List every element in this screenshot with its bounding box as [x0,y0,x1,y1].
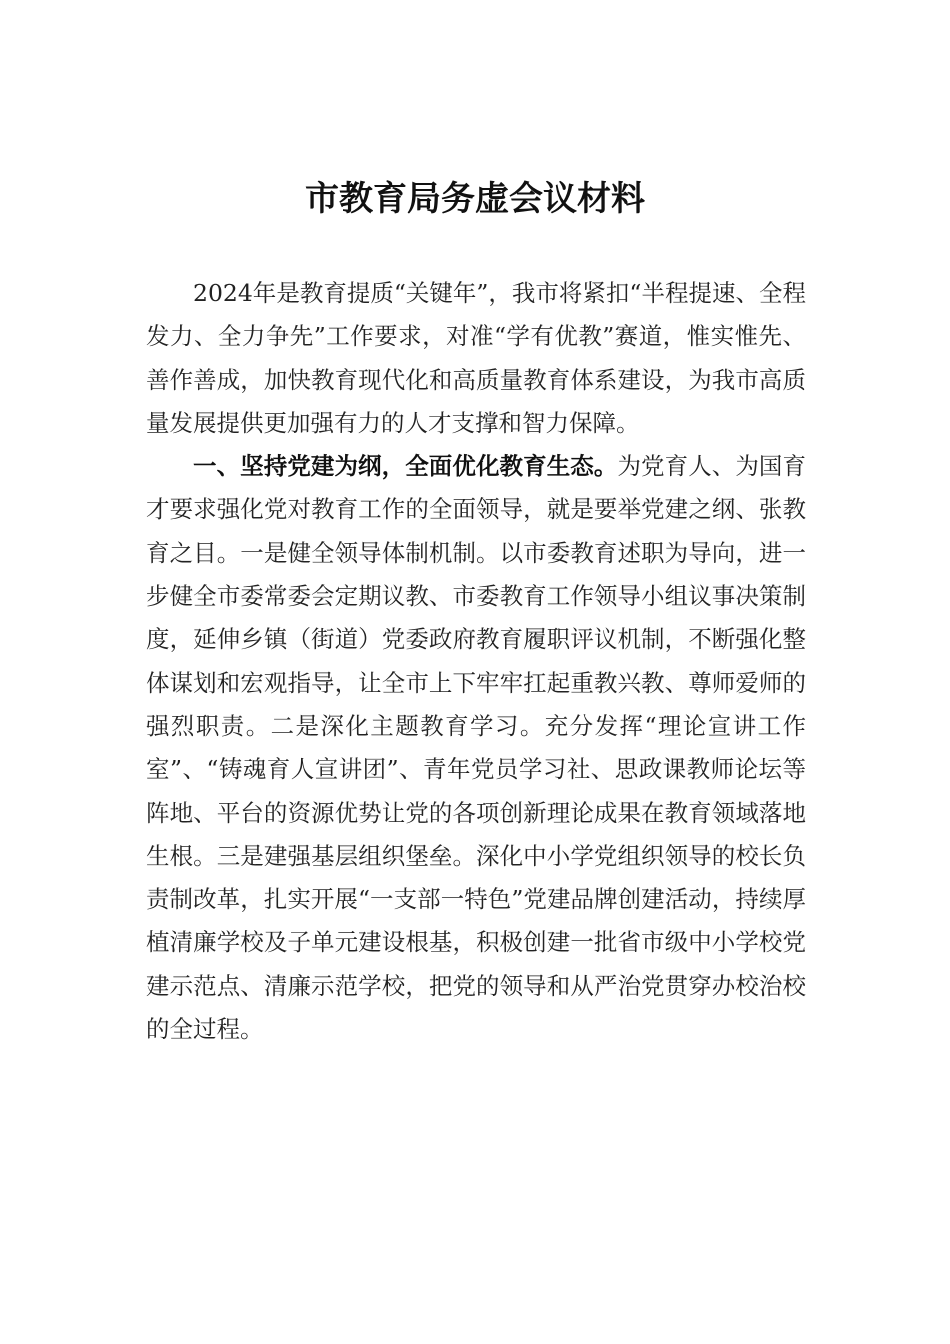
section-one-heading: 一、坚持党建为纲，全面优化教育生态。 [193,452,618,481]
paragraph-intro [146,272,806,445]
document-body [146,272,806,1051]
paragraph-section-one [146,445,806,1051]
document-title: 市教育局务虚会议材料 [305,179,645,219]
section-one-text: 为党育人、为国育才要求强化党对教育工作的全面领导，就是要举党建之纲、张教育之目。一是健全领导体制机制。以市委教育述职为导向，进一步健全市委常委会定期议教、市委教育工作领导小组议事决策制度，延伸乡镇（街道）党委政府教育履职评议机制，不断强化整体谋划和宏观指导，让全市上下牢牢扛起重教兴教、尊师爱师的强烈职责。二是深化主题教育学习。充分发挥“理论宣讲工作室”、“铸魂育人宣讲团”、青年党员学习社、思政课教师论坛等阵地、平台的资源优势让党的各项创新理论成果在教育领域落地生根。三是建强基层组织堡垒。深化中小学党组织领导的校长负责制改革，扎实开展“一支部一特色”党建品牌创建活动，持续厚植清廉学校及子单元建设根基，积极创建一批省市级中小学校党建示范点、清廉示范学校，把党的领导和从严治党贯穿办校治校的全过程。 [146,452,807,1044]
paragraph-intro-text: 2024年是教育提质“关键年”，我市将紧扣“半程提速、全程发力、全力争先”工作要求，对准“学有优教”赛道，惟实惟先、善作善成，加快教育现代化和高质量教育体系建设，为我市高质量发展提供更加强有力的人才支撑和智力保障。 [146,279,806,437]
